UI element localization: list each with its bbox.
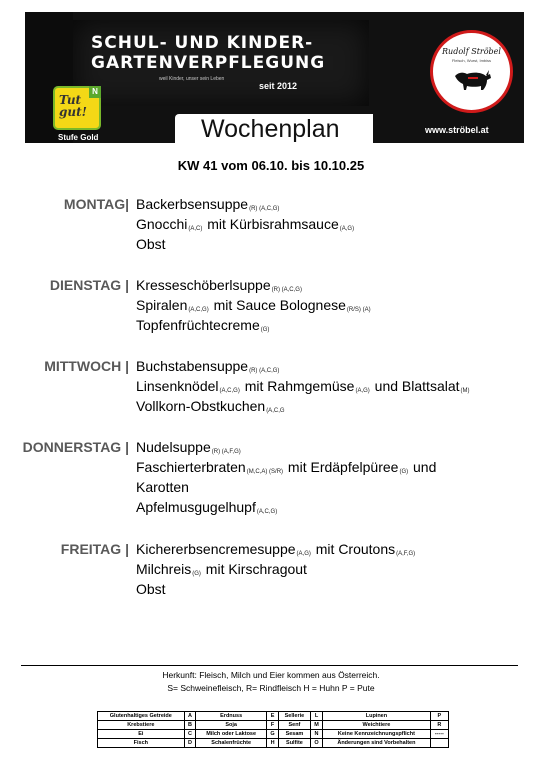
- website-url: www.ströbel.at: [425, 125, 489, 135]
- allergen-codes: (R) (A,C,G): [271, 287, 302, 293]
- allergen-codes: (A,G): [296, 551, 311, 557]
- dish-text: mit Croutons: [311, 541, 396, 557]
- allergen-codes: (A,G): [339, 226, 355, 232]
- allergen-codes: (A,G): [355, 388, 370, 394]
- day-label: MITTWOCH |: [44, 358, 129, 374]
- dish-line: [136, 216, 355, 232]
- dish-text: Faschierterbraten: [136, 459, 246, 475]
- day-label: DIENSTAG |: [49, 277, 129, 293]
- week-title: KW 41 vom 06.10. bis 10.10.25: [177, 158, 365, 173]
- allergen-codes: (R) (A,C,G): [249, 368, 280, 374]
- allergen-code: [430, 739, 448, 748]
- tut-gut-badge-icon: [53, 86, 101, 130]
- allergen-name: Fisch: [98, 739, 185, 748]
- day-label: MONTAG|: [63, 196, 129, 212]
- dish-line: [136, 378, 471, 394]
- allergen-name: Ei: [98, 730, 185, 739]
- allergen-name: Sulfite: [279, 739, 311, 748]
- badge-level: Stufe Gold: [58, 133, 99, 142]
- allergen-table: [97, 711, 449, 748]
- allergen-code: B: [184, 721, 196, 730]
- dish-text: Buchstabensuppe: [136, 358, 249, 374]
- allergen-codes: (A,C,G: [266, 408, 285, 414]
- footer-divider: [21, 665, 518, 666]
- dish-line: [136, 277, 303, 293]
- allergen-name: Erdnuss: [196, 712, 267, 721]
- allergen-code: M: [310, 721, 322, 730]
- allergen-codes: (A,F,G): [396, 551, 416, 557]
- allergen-name: Sesam: [279, 730, 311, 739]
- dish-text: Backerbsensuppe: [136, 196, 249, 212]
- allergen-code: R: [430, 721, 448, 730]
- badge-n-icon: N: [89, 86, 101, 98]
- allergen-code: G: [267, 730, 279, 739]
- allergen-row: [98, 739, 449, 748]
- dish-line: [136, 439, 242, 455]
- allergen-name: Glutenhaltiges Getreide: [98, 712, 185, 721]
- allergen-name: Milch oder Laktose: [196, 730, 267, 739]
- brand-slogan: weil Kinder, unser sein Leben: [159, 76, 225, 82]
- allergen-code: O: [310, 739, 322, 748]
- dish-text: Milchreis: [136, 561, 192, 577]
- dish-text: mit Erdäpfelpüree: [284, 459, 399, 475]
- allergen-codes: (A,C,G): [256, 509, 278, 515]
- day-label: FREITAG |: [60, 541, 129, 557]
- allergen-codes: (G): [399, 469, 409, 475]
- allergen-name: Weichtiere: [323, 721, 430, 730]
- dish-text: Topfenfrüchtecreme: [136, 317, 260, 333]
- logo-name: Rudolf Ströbel: [442, 47, 501, 56]
- bull-icon: [451, 66, 493, 94]
- allergen-codes: (R/S) (A): [346, 307, 371, 313]
- allergen-name: Änderungen sind Vorbehalten: [323, 739, 430, 748]
- allergen-code: P: [430, 712, 448, 721]
- allergen-code: L: [310, 712, 322, 721]
- allergen-codes: (A,C,G): [219, 388, 240, 394]
- allergen-code: N: [310, 730, 322, 739]
- allergen-name: Krebstiere: [98, 721, 185, 730]
- logo-subtitle: Fleisch, Wurst, Imbiss: [451, 58, 492, 63]
- allergen-name: Sellerie: [279, 712, 311, 721]
- dish-line: [136, 358, 280, 374]
- allergen-code: D: [184, 739, 196, 748]
- badge-text: Tut gut!: [59, 93, 87, 119]
- allergen-row: [98, 730, 449, 739]
- dish-text: Vollkorn-Obstkuchen: [136, 398, 266, 414]
- allergen-code: H: [267, 739, 279, 748]
- dish-line: [136, 541, 416, 557]
- dish-text: Gnocchi: [136, 216, 188, 232]
- dish-text: Obst: [136, 581, 166, 597]
- header-banner: [25, 12, 524, 143]
- dish-line: [136, 236, 166, 252]
- brand-line-2: GARTENVERPFLEGUNG: [91, 53, 326, 73]
- dish-text: Obst: [136, 236, 166, 252]
- plan-title-box: [175, 114, 373, 143]
- dish-line: [136, 196, 280, 212]
- allergen-code: C: [184, 730, 196, 739]
- allergen-code: F: [267, 721, 279, 730]
- dish-text: Kichererbsencremesuppe: [136, 541, 296, 557]
- dish-line: [136, 581, 166, 597]
- allergen-codes: (A,C): [188, 226, 203, 232]
- dish-line: [136, 561, 307, 577]
- dish-line: [136, 398, 286, 414]
- allergen-code: A: [184, 712, 196, 721]
- dish-text: Linsenknödel: [136, 378, 219, 394]
- dish-text: Spiralen: [136, 297, 188, 313]
- allergen-name: Schalenfrüchte: [196, 739, 267, 748]
- plan-title: Wochenplan: [201, 115, 340, 143]
- meat-legend: S= Schweinefleisch, R= Rindfleisch H = Huhn P = Pute: [167, 683, 375, 693]
- dish-text: Apfelmusgugelhupf: [136, 499, 256, 515]
- allergen-row: [98, 721, 449, 730]
- dish-text: Karotten: [136, 479, 189, 495]
- allergen-name: Keine Kennzeichnungspflicht: [323, 730, 430, 739]
- allergen-name: Soja: [196, 721, 267, 730]
- dish-text: Kresseschöberlsuppe: [136, 277, 271, 293]
- stroebel-logo: [430, 30, 513, 113]
- allergen-row: [98, 712, 449, 721]
- allergen-name: Senf: [279, 721, 311, 730]
- allergen-codes: (R) (A,C,G): [249, 206, 280, 212]
- dish-text: mit Rahmgemüse: [240, 378, 355, 394]
- brand-line-1: SCHUL- UND KINDER-: [91, 33, 314, 53]
- allergen-name: Lupinen: [323, 712, 430, 721]
- brand-since: seit 2012: [259, 81, 298, 91]
- allergen-codes: (M,C,A) (S/R): [246, 469, 284, 475]
- day-label: DONNERSTAG |: [22, 439, 129, 455]
- dish-text: mit Kirschragout: [201, 561, 307, 577]
- allergen-codes: (G): [260, 327, 270, 333]
- dish-line: [136, 459, 436, 475]
- allergen-codes: (R) (A,F,G): [211, 449, 241, 455]
- dish-line: [136, 297, 372, 313]
- dish-text: und: [409, 459, 437, 475]
- dish-text: mit Kürbisrahmsauce: [203, 216, 339, 232]
- dish-line: [136, 317, 270, 333]
- dish-line: [136, 479, 189, 495]
- origin-note: Herkunft: Fleisch, Milch und Eier kommen aus Österreich.: [162, 670, 380, 680]
- allergen-codes: (M): [460, 388, 470, 394]
- allergen-code: -----: [430, 730, 448, 739]
- brand-box: [73, 20, 369, 106]
- dish-line: [136, 499, 278, 515]
- allergen-codes: (G): [192, 571, 201, 577]
- allergen-code: E: [267, 712, 279, 721]
- dish-text: und Blattsalat: [370, 378, 460, 394]
- dish-text: Nudelsuppe: [136, 439, 211, 455]
- dish-text: mit Sauce Bolognese: [209, 297, 346, 313]
- allergen-codes: (A,C,G): [188, 307, 209, 313]
